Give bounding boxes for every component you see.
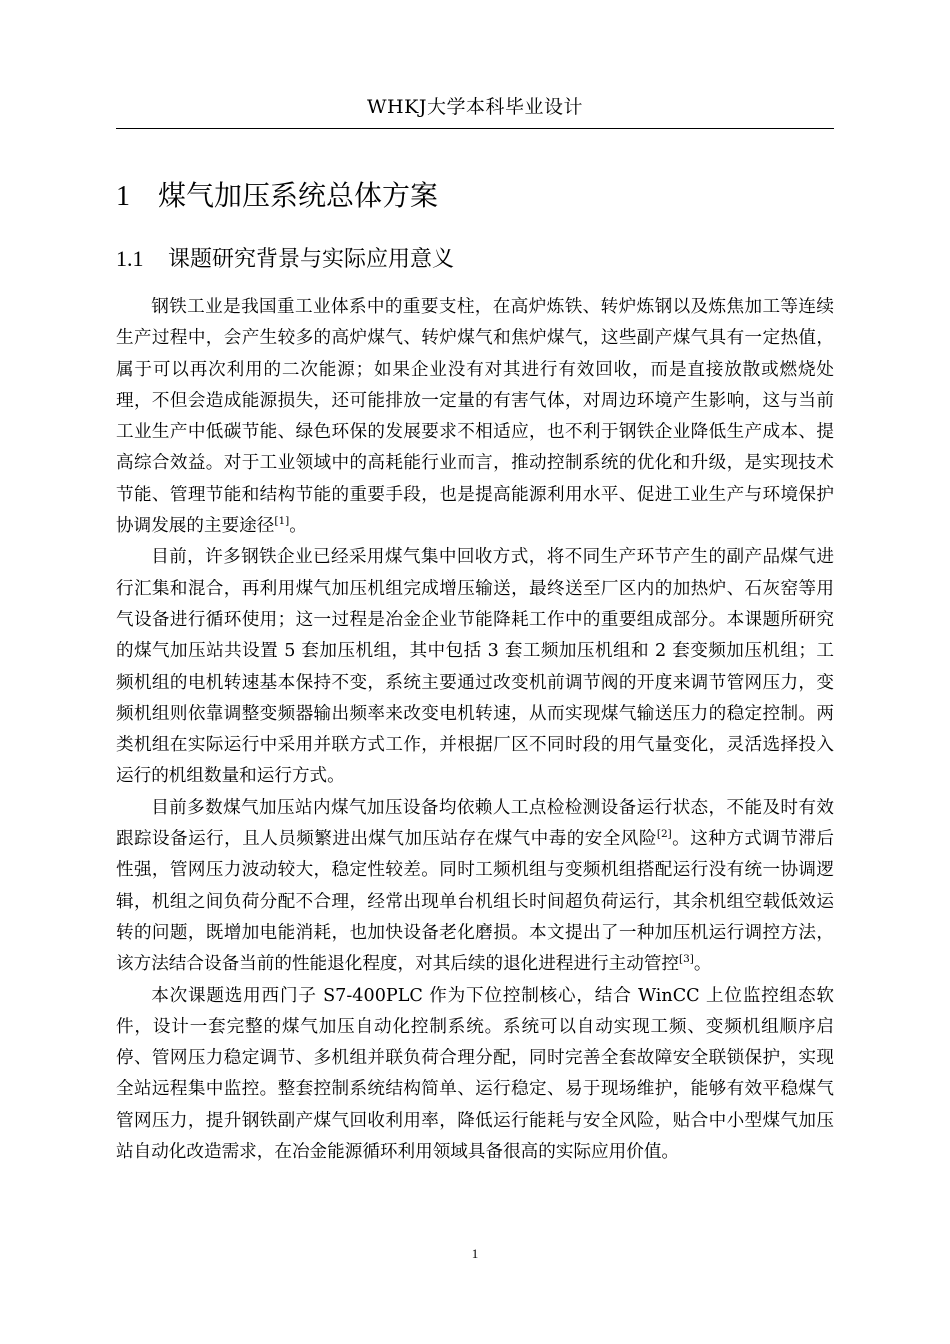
page-number: 1 bbox=[471, 1246, 479, 1261]
paragraph-3 bbox=[116, 793, 834, 981]
paragraph-text: 目前，许多钢铁企业已经采用煤气集中回收方式，将不同生产环节产生的副产品煤气进行汇集和混合，再利用煤气加压机组完成增压输送，最终送至厂区内的加热炉、石灰窑等用气设备进行循环使用；这一过程是冶金企业节能降耗工作中的重要组成部分。本课题所研究的煤气加压站共设置 5 套加压机组，其中包括 3 套工频加压机组和 2 套变频加压机组；工频机组的电机转速基本保持不变，系统主要通过改变机前调节阀的开度来调节管网压力，变频机组则依靠调整变频器输出频率来改变电机转速，从而实现煤气输送压力的稳定控制。两类机组在实际运行中采用并联方式工作，并根据厂区不同时段的用气量变化，灵活选择投入运行的机组数量和运行方式。 bbox=[116, 547, 834, 787]
running-header: WHKJ大学本科毕业设计 bbox=[367, 96, 583, 118]
chapter-heading bbox=[116, 176, 438, 217]
citation-marker[interactable]: [1] bbox=[274, 515, 290, 528]
paragraph-text: 本次课题选用西门子 S7-400PLC 作为下位控制核心，结合 WinCC 上位监控组态软件，设计一套完整的煤气加压自动化控制系统。系统可以自动实现工频、变频机组顺序启停、管网压力稳定调节、多机组并联负荷合理分配，同时完善全套故障安全联锁保护，实现全站远程集中监控。整套控制系统结构简单、运行稳定、易于现场维护，能够有效平稳煤气管网压力，提升钢铁副产煤气回收利用率，降低运行能耗与安全风险，贴合中小型煤气加压站自动化改造需求，在冶金能源循环利用领域具备很高的实际应用价值。 bbox=[116, 985, 834, 1163]
paragraph-text: 目前多数煤气加压站内煤气加压设备均依赖人工点检检测设备运行状态，不能及时有效跟踪设备运行，且人员频繁进出煤气加压站存在煤气中毒的安全风险 bbox=[116, 797, 834, 850]
chapter-number: 1 bbox=[116, 181, 130, 212]
paragraph-4 bbox=[116, 981, 834, 1169]
section-title: 课题研究背景与实际应用意义 bbox=[168, 247, 455, 272]
paragraph-1 bbox=[116, 292, 834, 542]
citation-marker[interactable]: [3] bbox=[679, 953, 694, 966]
paragraph-text: 钢铁工业是我国重工业体系中的重要支柱，在高炉炼铁、转炉炼钢以及炼焦加工等连续生产过程中，会产生较多的高炉煤气、转炉煤气和焦炉煤气，这些副产煤气具有一定热值，属于可以再次利用的二次能源；如果企业没有对其进行有效回收，而是直接放散或燃烧处理，不但会造成能源损失，还可能排放一定量的有害气体，对周边环境产生影响，这与当前工业生产中低碳节能、绿色环保的发展要求不相适应，也不利于钢铁企业降低生产成本、提高综合效益。对于工业领域中的高耗能行业而言，推动控制系统的优化和升级，是实现技术节能、管理节能和结构节能的重要手段，也是提高能源利用水平、促进工业生产与环境保护协调发展的主要途径 bbox=[116, 297, 834, 537]
paragraph-tail: 。 bbox=[693, 954, 712, 975]
paragraph-2 bbox=[116, 542, 834, 792]
section-heading bbox=[116, 242, 454, 277]
citation-marker[interactable]: [2] bbox=[656, 828, 672, 841]
header-divider bbox=[116, 128, 834, 129]
paragraph-tail: 。 bbox=[289, 516, 307, 537]
section-number: 1.1 bbox=[116, 246, 144, 271]
paragraph-tail: 。这种方式调节滞后性强，管网压力波动较大，稳定性较差。同时工频机组与变频机组搭配运行没有统一协调逻辑，机组之间负荷分配不合理，经常出现单台机组长时间超负荷运行，其余机组空载低效运转的问题，既增加电能消耗，也加快设备老化磨损。本文提出了一种加压机运行调控方法，该方法结合设备当前的性能退化程度，对其后续的退化进程进行主动管控 bbox=[116, 829, 834, 975]
body-text bbox=[116, 292, 834, 1168]
chapter-title: 煤气加压系统总体方案 bbox=[158, 179, 439, 212]
